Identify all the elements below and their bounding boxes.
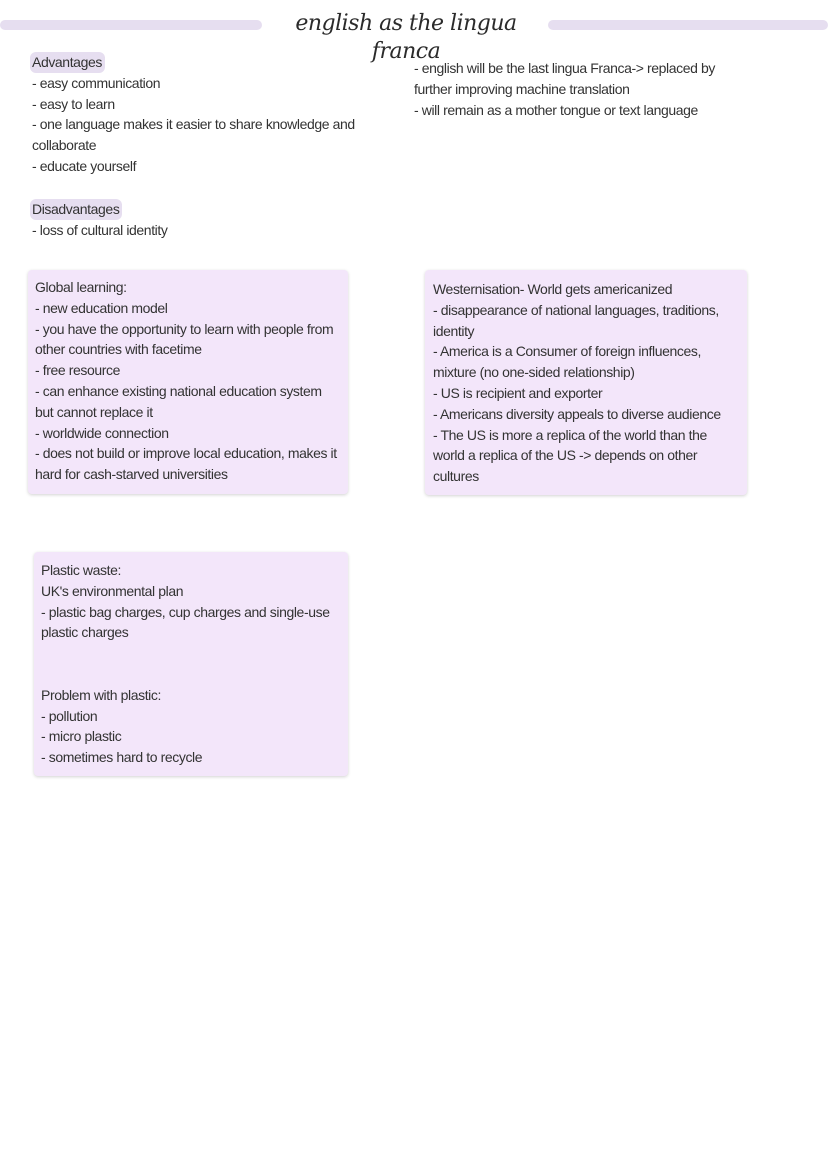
global-learning-item: - does not build or improve local education, makes it hard for cash-starved universities [35,445,337,483]
global-learning-item: - free resource [35,362,121,379]
westernisation-item: - The US is more a replica of the world than the world a replica of the US -> depends on other cultures [433,426,707,485]
global-learning-item: - new education model [35,299,168,316]
westernisation-heading: Westernisation- World gets americanized [433,281,673,297]
plastic-problem-item: - micro plastic [41,728,122,745]
plastic-problem-heading: Problem with plastic: [41,686,161,703]
plastic-problem-item: - sometimes hard to recycle [41,749,203,766]
westernisation-item: - America is a Consumer of foreign influences, mixture (no one-sided relationship) [433,343,701,381]
future-section [414,58,734,120]
disadvantages-section [32,199,362,241]
advantages-item: - easy communication [32,74,161,91]
future-item: - will remain as a mother tongue or text language [414,101,698,118]
plastic-subheading: UK's environmental plan [41,582,184,599]
advantages-item: - easy to learn [32,95,115,112]
plastic-waste-card [34,552,348,776]
advantages-item: - one language makes it easier to share knowledge and collaborate [32,116,355,154]
disadvantages-heading: Disadvantages [30,199,122,220]
westernisation-card [425,270,747,495]
global-learning-card [28,270,348,494]
plastic-spacer [41,643,342,685]
plastic-item: - plastic bag charges, cup charges and single-use plastic charges [41,603,330,641]
title-decoration-right [548,20,828,30]
global-learning-heading: Global learning: [35,279,127,295]
global-learning-item: - you have the opportunity to learn with people from other countries with facetime [35,320,334,358]
plastic-problem-item: - pollution [41,707,98,724]
global-learning-item: - can enhance existing national education system but cannot replace it [35,382,322,420]
future-item: - english will be the last lingua Franca-> replaced by further improving machine translation [414,60,715,97]
advantages-heading: Advantages [30,52,105,73]
westernisation-item: - Americans diversity appeals to diverse audience [433,405,721,422]
westernisation-item: - US is recipient and exporter [433,384,603,401]
global-learning-item: - worldwide connection [35,424,169,441]
disadvantages-item: - loss of cultural identity [32,221,168,238]
title-decoration-left [0,20,262,30]
westernisation-item: - disappearance of national languages, traditions, identity [433,301,719,339]
advantages-section [32,52,362,177]
plastic-heading: Plastic waste: [41,562,121,578]
advantages-item: - educate yourself [32,157,137,174]
page-title: english as the lingua franca [295,11,517,64]
